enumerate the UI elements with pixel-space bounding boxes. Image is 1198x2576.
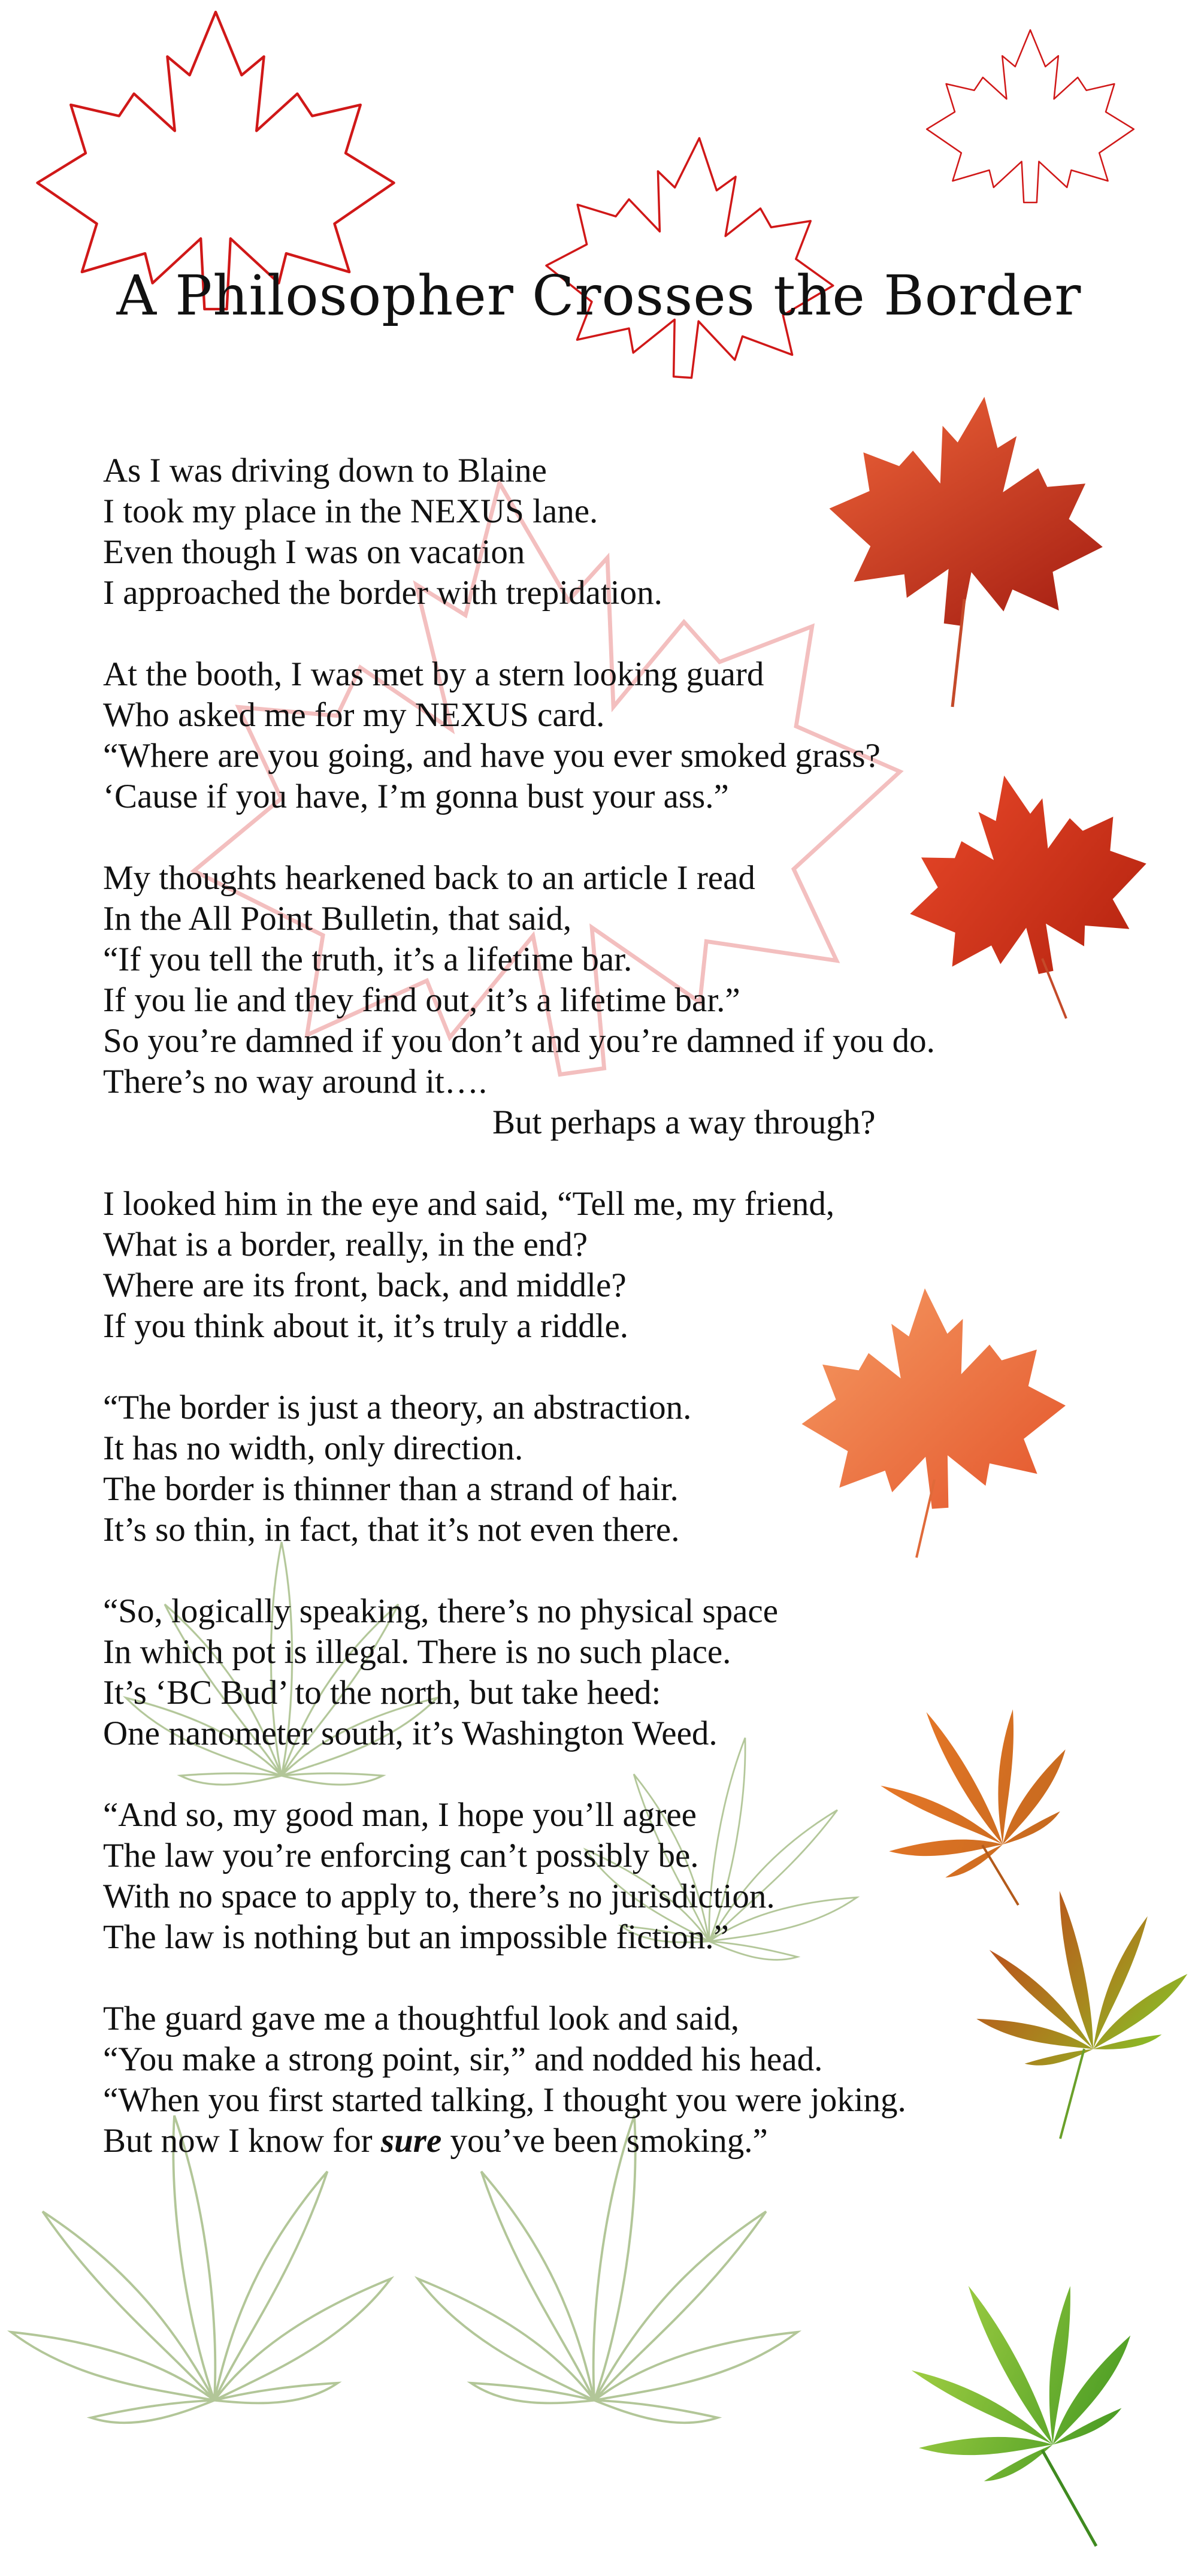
- poem-title: A Philosopher Crosses the Border: [116, 264, 1082, 328]
- poem-line: I took my place in the NEXUS lane.: [103, 492, 598, 530]
- stanza-3: [103, 858, 1037, 1143]
- last-line-start: But now I know for: [103, 2122, 381, 2160]
- poem-line: “And so, my good man, I hope you’ll agree: [103, 1796, 697, 1834]
- last-line-end: you’ve been smoking.”: [441, 2122, 768, 2160]
- poem-line: If you lie and they find out, it’s a lifetime bar.”: [103, 981, 740, 1019]
- poem-line: The border is thinner than a strand of hair.: [103, 1470, 679, 1508]
- poem-line: “The border is just a theory, an abstraction.: [103, 1389, 692, 1426]
- poem-line: “Where are you going, and have you ever smoked grass?: [103, 737, 881, 775]
- poem-line: The law you’re enforcing can’t possibly be.: [103, 1837, 699, 1874]
- poem-line: It’s so thin, in fact, that it’s not even there.: [103, 1511, 680, 1549]
- stanza-8: [103, 1998, 1037, 2161]
- stanza-7: [103, 1795, 1037, 1958]
- emphasized-word: sure: [380, 2122, 442, 2160]
- poem-line: In which pot is illegal. There is no such place.: [103, 1633, 731, 1671]
- poem-line: So you’re damned if you don’t and you’re damned if you do.: [103, 1022, 935, 1060]
- poem-last-line: [103, 2121, 1037, 2161]
- poem-line: If you think about it, it’s truly a riddle.: [103, 1307, 629, 1345]
- maple-outline-leaf-icon: [37, 12, 1133, 387]
- poem-line: ‘Cause if you have, I’m gonna bust your ass.”: [103, 778, 729, 815]
- poem-line: It has no width, only direction.: [103, 1429, 524, 1467]
- poem-line: The guard gave me a thoughtful look and said,: [103, 2000, 740, 2037]
- poem-line: Who asked me for my NEXUS card.: [103, 696, 605, 734]
- stanza-5: [103, 1387, 1037, 1550]
- poem-line-indented: But perhaps a way through?: [492, 1103, 876, 1141]
- poem-line: There’s no way around it….: [103, 1063, 488, 1100]
- poem-line: As I was driving down to Blaine: [103, 452, 547, 489]
- poem-line: In the All Point Bulletin, that said,: [103, 900, 572, 938]
- stanza-4: [103, 1184, 1037, 1347]
- poem-line: At the booth, I was met by a stern looking guard: [103, 655, 764, 693]
- poem-line: I looked him in the eye and said, “Tell me, my friend,: [103, 1185, 835, 1223]
- poem-line: What is a border, really, in the end?: [103, 1226, 588, 1263]
- poem-line: “If you tell the truth, it’s a lifetime bar.: [103, 941, 633, 978]
- poem-line: With no space to apply to, there’s no jurisdiction.: [103, 1877, 775, 1915]
- stanza-2: [103, 654, 1037, 817]
- poem-line: “So, logically speaking, there’s no physical space: [103, 1592, 779, 1630]
- poem-line: My thoughts hearkened back to an article I read: [103, 859, 755, 897]
- poem-line: Even though I was on vacation: [103, 533, 525, 571]
- poem-line: I approached the border with trepidation.: [103, 574, 662, 612]
- poem-line: “You make a strong point, sir,” and nodded his head.: [103, 2040, 823, 2078]
- poem-body: [103, 451, 1037, 2202]
- poem-line: Where are its front, back, and middle?: [103, 1266, 627, 1304]
- stanza-6: [103, 1591, 1037, 1754]
- stanza-1: [103, 451, 1037, 613]
- poem-line: It’s ‘BC Bud’ to the north, but take heed:: [103, 1674, 661, 1712]
- poem-line: The law is nothing but an impossible fiction.”: [103, 1918, 729, 1956]
- poem-line: One nanometer south, it’s Washington Weed.: [103, 1715, 718, 1752]
- green-pot-leaf-icon: [863, 2230, 1161, 2546]
- poem-line: “When you first started talking, I thought you were joking.: [103, 2081, 906, 2119]
